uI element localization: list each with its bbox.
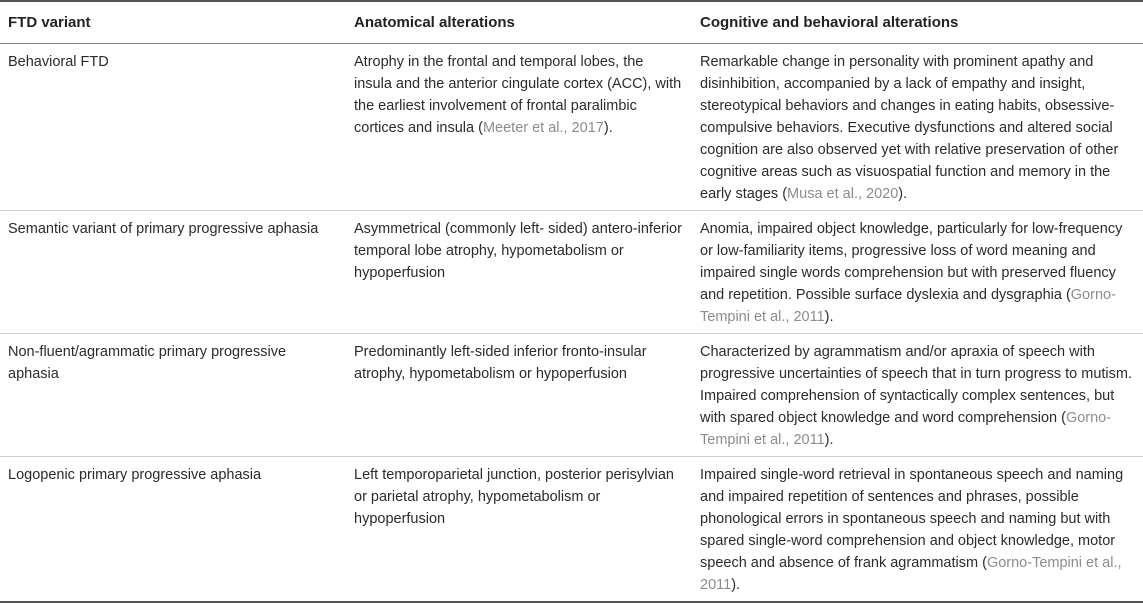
header-row — [0, 1, 1143, 44]
anatomical-cell: Predominantly left-sided inferior fronto-insular atrophy, hypometabolism or hypoperfusion — [346, 334, 692, 457]
cognitive-text: Remarkable change in personality with prominent apathy and disinhibition, accompanied by a lack of empathy and insight, stereotypical behaviors and changes in eating habits, obsessive-compulsive behaviors. Executive dysfunctions and altered social cognition are also observed yet with relative preservation of other cognitive areas such as visuospatial function and memory in the early stages — [700, 54, 1119, 202]
variant-cell: Non-fluent/agrammatic primary progressive aphasia — [0, 334, 346, 457]
cognitive-text: Impaired single-word retrieval in spontaneous speech and naming and impaired repetition of sentences and phrases, possible phonological errors in spontaneous speech and naming but with spared single-word comprehension and object knowledge, motor speech and absence of frank agrammatism — [700, 467, 1124, 571]
header-anatomical-alterations: Anatomical alterations — [346, 1, 692, 44]
anatomical-text: Atrophy in the frontal and temporal lobes, the insula and the anterior cingulate cortex (ACC), with the earliest involvement of frontal paralimbic cortices and insula — [354, 54, 682, 136]
variant-cell: Logopenic primary progressive aphasia — [0, 457, 346, 603]
cognitive-cell: Characterized by agrammatism and/or apraxia of speech with progressive uncertainties of speech that in turn progress to mutism. Impaired comprehension of syntactically complex sentences, but with spared object knowledge and word comprehension (Gorno-Tempini et al., 2011). — [692, 334, 1143, 457]
header-cognitive-behavioral-alterations: Cognitive and behavioral alterations — [692, 1, 1143, 44]
cognitive-cell: Impaired single-word retrieval in spontaneous speech and naming and impaired repetition of sentences and phrases, possible phonological errors in spontaneous speech and naming but with spared single-word comprehension and object knowledge, motor speech and absence of frank agrammatism (Gorno-Tempini et al., 2011). — [692, 457, 1143, 603]
anatomical-cell: Atrophy in the frontal and temporal lobes, the insula and the anterior cingulate cortex (ACC), with the earliest involvement of frontal paralimbic cortices and insula (Meeter et al., 2017). — [346, 44, 692, 211]
table-row — [0, 457, 1143, 603]
table-row — [0, 334, 1143, 457]
cognitive-cell: Remarkable change in personality with prominent apathy and disinhibition, accompanied by a lack of empathy and insight, stereotypical behaviors and changes in eating habits, obsessive-compulsive behaviors. Executive dysfunctions and altered social cognition are also observed yet with relative preservation of other cognitive areas such as visuospatial function and memory in the early stages (Musa et al., 2020). — [692, 44, 1143, 211]
citation-link[interactable]: Gorno-Tempini et al., 2011 — [700, 555, 1122, 593]
table-header — [0, 1, 1143, 44]
citation-link[interactable]: Musa et al., 2020 — [787, 186, 899, 202]
variant-cell: Behavioral FTD — [0, 44, 346, 211]
table-row — [0, 44, 1143, 211]
table-body — [0, 44, 1143, 603]
anatomical-cell: Asymmetrical (commonly left- sided) antero-inferior temporal lobe atrophy, hypometabolism or hypoperfusion — [346, 211, 692, 334]
anatomical-cell: Left temporoparietal junction, posterior perisylvian or parietal atrophy, hypometabolism or hypoperfusion — [346, 457, 692, 603]
cognitive-cell: Anomia, impaired object knowledge, particularly for low-frequency or low-familiarity items, progressive loss of word meaning and impaired single words comprehension but with preserved fluency and repetition. Possible surface dyslexia and dysgraphia (Gorno-Tempini et al., 2011). — [692, 211, 1143, 334]
header-ftd-variant: FTD variant — [0, 1, 346, 44]
cognitive-text: Anomia, impaired object knowledge, particularly for low-frequency or low-familiarity items, progressive loss of word meaning and impaired single words comprehension but with preserved fluency and repetition. Possible surface dyslexia and dysgraphia — [700, 221, 1123, 303]
citation-link[interactable]: Gorno-Tempini et al., 2011 — [700, 410, 1112, 448]
variant-cell: Semantic variant of primary progressive aphasia — [0, 211, 346, 334]
citation-link[interactable]: Meeter et al., 2017 — [482, 120, 604, 136]
citation-link[interactable]: Gorno-Tempini et al., 2011 — [700, 287, 1116, 325]
cognitive-text: Characterized by agrammatism and/or apraxia of speech with progressive uncertainties of speech that in turn progress to mutism. Impaired comprehension of syntactically complex sentences, but with spared object knowledge and word comprehension — [700, 344, 1132, 426]
table-row — [0, 211, 1143, 334]
